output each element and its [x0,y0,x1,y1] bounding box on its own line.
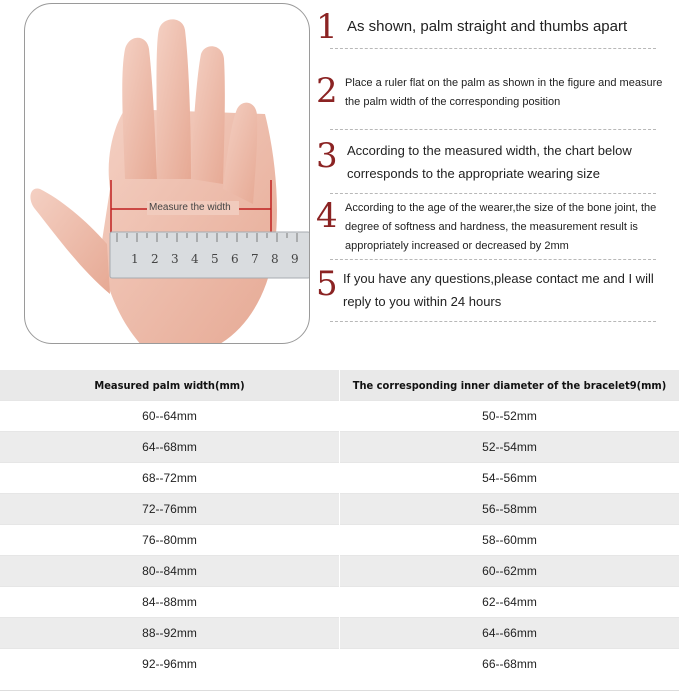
step-text: According to the age of the wearer,the size of the bone joint, the degree of softness and hardness, the measurement result is appropriately increased or decreased by 2mm [345,202,657,252]
step-number: 2 [316,71,338,111]
table-row [0,587,679,618]
step-5 [316,264,676,313]
divider [330,321,656,322]
step-number: 4 [316,196,338,236]
inner-diameter-cell: 62--64mm [340,587,679,618]
step-text: As shown, palm straight and thumbs apart [347,18,628,35]
inner-diameter-cell: 64--66mm [340,618,679,649]
hand-drawing [25,4,309,343]
step-text: Place a ruler flat on the palm as shown in the figure and measure the palm width of the corresponding position [345,77,663,108]
palm-width-cell: 80--84mm [0,556,340,587]
divider [330,129,656,130]
step-number: 3 [316,136,338,176]
ruler-number: 4 [191,252,199,266]
palm-width-cell: 64--68mm [0,432,340,463]
table-row [0,525,679,556]
ruler-caption: Measure the width [149,202,231,213]
divider [330,259,656,260]
divider [0,690,679,691]
size-table [0,370,679,679]
step-1 [316,7,676,47]
step-text: If you have any questions,please contact me and I will reply to you within 24 hours [343,271,654,309]
palm-width-cell: 92--96mm [0,649,340,680]
palm-width-cell: 76--80mm [0,525,340,556]
table-row [0,494,679,525]
inner-diameter-cell: 58--60mm [340,525,679,556]
step-number: 1 [316,7,338,47]
ruler-number: 8 [271,252,279,266]
palm-width-cell: 72--76mm [0,494,340,525]
step-3 [316,136,676,185]
inner-diameter-cell: 60--62mm [340,556,679,587]
ruler-number: 7 [251,252,259,266]
step-number: 5 [316,264,338,304]
step-4 [316,196,676,259]
ruler-number: 3 [171,252,179,266]
ruler-number: 9 [291,252,299,266]
ruler-number: 6 [231,252,239,266]
divider [330,48,656,49]
column-header-inner-diameter: The corresponding inner diameter of the bracelet9(mm) [340,370,679,401]
hand-illustration [24,3,310,344]
table-row [0,401,679,432]
palm-width-cell: 84--88mm [0,587,340,618]
palm-width-cell: 68--72mm [0,463,340,494]
step-2 [316,71,676,120]
inner-diameter-cell: 52--54mm [340,432,679,463]
table-row [0,618,679,649]
inner-diameter-cell: 54--56mm [340,463,679,494]
palm-width-cell: 88--92mm [0,618,340,649]
ruler-number: 2 [151,252,159,266]
table-row [0,463,679,494]
table-row [0,432,679,463]
inner-diameter-cell: 66--68mm [340,649,679,680]
step-text: According to the measured width, the chart below corresponds to the appropriate wearing size [347,143,632,181]
divider [330,193,656,194]
column-header-palm-width: Measured palm width(mm) [0,370,340,401]
inner-diameter-cell: 56--58mm [340,494,679,525]
inner-diameter-cell: 50--52mm [340,401,679,432]
palm-width-cell: 60--64mm [0,401,340,432]
ruler-number: 1 [131,252,139,266]
table-header-row [0,370,679,401]
table-row [0,649,679,680]
ruler-number: 5 [211,252,219,266]
table-row [0,556,679,587]
